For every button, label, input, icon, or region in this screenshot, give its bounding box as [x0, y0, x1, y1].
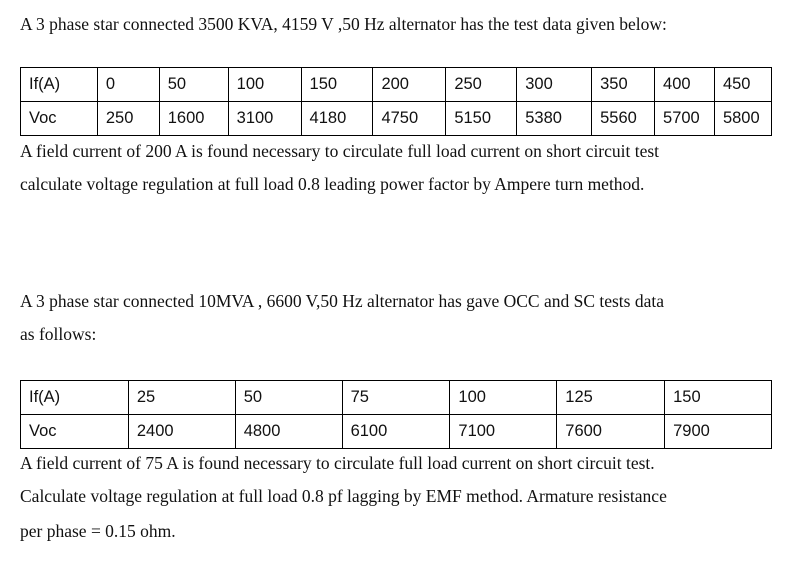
table-row-open-circuit-voltage: [21, 102, 772, 136]
row-label: Voc: [21, 415, 129, 449]
table-row-open-circuit-voltage: [21, 415, 772, 449]
table-cell: 7900: [665, 415, 772, 449]
table-cell: 250: [97, 102, 159, 136]
row-label: If(A): [21, 68, 98, 102]
table-cell: 2400: [128, 415, 235, 449]
problem1-intro: A 3 phase star connected 3500 KVA, 4159 V ,50 Hz alternator has the test data given below:: [20, 14, 667, 34]
table-cell: 25: [128, 381, 235, 415]
table-cell: 7100: [450, 415, 557, 449]
table-cell: 6100: [342, 415, 450, 449]
table-row-field-current: [21, 68, 772, 102]
table-cell: 5150: [446, 102, 517, 136]
table-cell: 5800: [714, 102, 771, 136]
table-cell: 5560: [592, 102, 655, 136]
table-cell: 1600: [159, 102, 228, 136]
table-cell: 100: [228, 68, 301, 102]
table-cell: 4800: [235, 415, 342, 449]
problem1-note-line: A field current of 200 A is found necessary to circulate full load current on short circuit test: [20, 141, 660, 161]
table-cell: 3100: [228, 102, 301, 136]
table-cell: 150: [665, 381, 772, 415]
table-cell: 200: [373, 68, 446, 102]
table-cell: 7600: [557, 415, 665, 449]
problem1-test-data-table: [20, 67, 772, 136]
problem2-note-line: Calculate voltage regulation at full load 0.8 pf lagging by EMF method. Armature resistance: [20, 486, 667, 506]
table-cell: 5380: [517, 102, 592, 136]
table-cell: 0: [97, 68, 159, 102]
problem2-note-line: per phase = 0.15 ohm.: [20, 521, 176, 541]
table-cell: 50: [159, 68, 228, 102]
table-cell: 250: [446, 68, 517, 102]
table-cell: 125: [557, 381, 665, 415]
table-cell: 300: [517, 68, 592, 102]
table-cell: 4750: [373, 102, 446, 136]
table-cell: 100: [450, 381, 557, 415]
table-cell: 50: [235, 381, 342, 415]
problem2-intro-line: A 3 phase star connected 10MVA , 6600 V,50 Hz alternator has gave OCC and SC tests data: [20, 291, 664, 311]
row-label: Voc: [21, 102, 98, 136]
table-row-field-current: [21, 381, 772, 415]
table-cell: 5700: [655, 102, 715, 136]
problem2-intro-line: as follows:: [20, 324, 97, 344]
table-cell: 4180: [301, 102, 373, 136]
table-cell: 150: [301, 68, 373, 102]
table-cell: 75: [342, 381, 450, 415]
problem2-test-data-table: [20, 380, 772, 449]
problem1-note-line: calculate voltage regulation at full load 0.8 leading power factor by Ampere turn method.: [20, 174, 645, 194]
table-cell: 350: [592, 68, 655, 102]
table-cell: 450: [714, 68, 771, 102]
row-label: If(A): [21, 381, 129, 415]
table-cell: 400: [655, 68, 715, 102]
problem2-note-line: A field current of 75 A is found necessary to circulate full load current on short circuit test.: [20, 453, 655, 473]
